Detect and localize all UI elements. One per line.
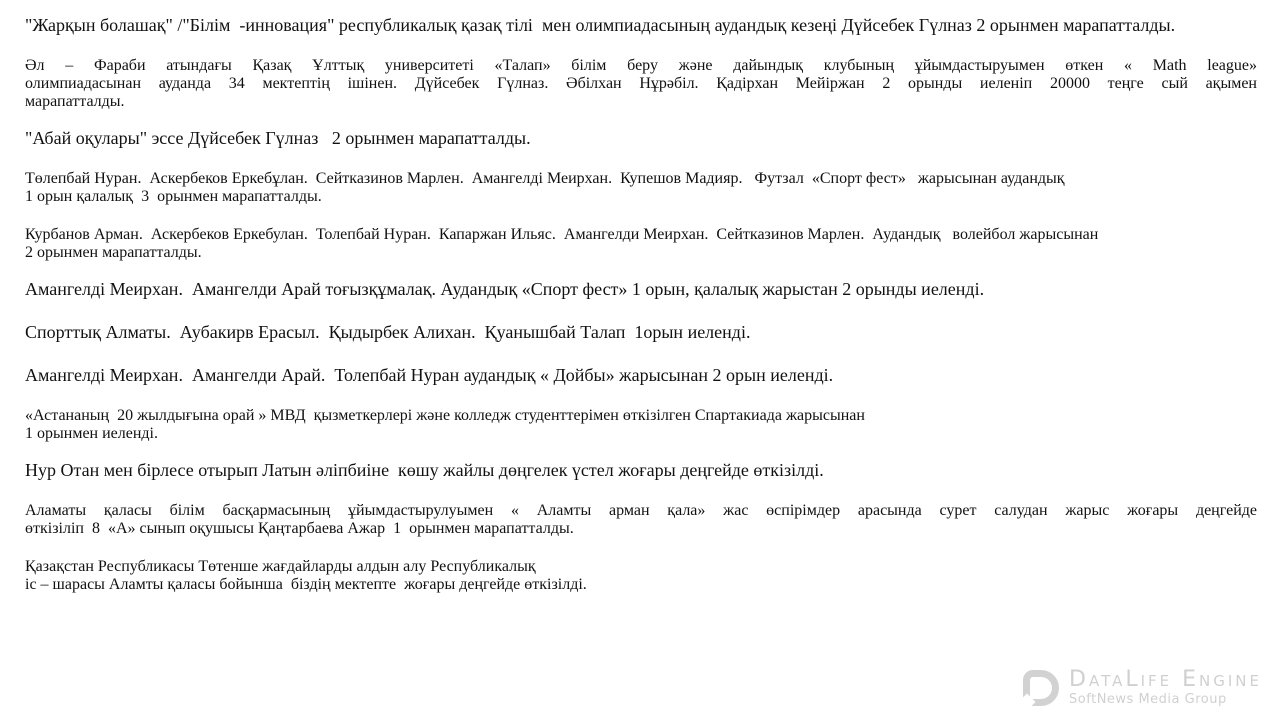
watermark-text (1069, 669, 1262, 706)
paragraph (25, 459, 1257, 482)
text-line: Спорттық Алматы. Аубакирв Ерасыл. Қыдырбек Алихан. Қуанышбай Талап 1орын иеленді. (25, 322, 751, 342)
text-line: 1 орынмен иеленді. (25, 425, 158, 442)
text-line: Қазақстан Республикасы Төтенше жағдайларды алдын алу Республикалық (25, 558, 536, 575)
text-line: Әл – Фараби атындағы Қазақ Ұлттық университеті «Талап» білім беру және дайындық клубының ұйымдастыруымен өткен « Math league» (25, 57, 1257, 74)
paragraph (25, 364, 1257, 387)
text-line: іс – шарасы Аламты қаласы бойынша біздің мектепте жоғары деңгейде өткізілді. (25, 576, 587, 593)
paragraph (25, 278, 1257, 301)
text-line: 1 орын қалалық 3 орынмен марапатталды. (25, 188, 322, 205)
text-line: өткізіліп 8 «А» сынып оқушысы Қаңтарбаева Ажар 1 орынмен марапатталды. (25, 520, 574, 537)
text-line: олимпиадасынан ауданда 34 мектептің ішінен. Дүйсебек Гүлназ. Әбілхан Нұрәбіл. Қадірхан Мейіржан 2 орынды иеленіп 20000 теңге сый ақымен (25, 75, 1257, 92)
datalife-engine-watermark (1023, 669, 1262, 706)
text-line: Курбанов Арман. Аскербеков Еркебулан. Толепбай Нуран. Капаржан Ильяс. Амангелди Меирхан. Сейтказинов Марлен. Аудандық волейбол жарысынан (25, 226, 1099, 243)
watermark-subtitle: SoftNews Media Group (1069, 692, 1227, 707)
text-line: Төлепбай Нуран. Аскербеков Еркебұлан. Сейтказинов Марлен. Амангелді Меирхан. Купешов Мадияр. Футзал «Спорт фест» жарысынан аудандық (25, 170, 1065, 187)
text-line: Амангелді Меирхан. Амангелди Арай. Толепбай Нуран аудандық « Дойбы» жарысынан 2 орын иеленді. (25, 365, 834, 385)
datalife-engine-logo-icon (1023, 670, 1059, 706)
text-line: "Абай оқулары" эссе Дүйсебек Гүлназ 2 орынмен марапатталды. (25, 128, 531, 148)
paragraph (25, 14, 1257, 37)
text-line: Аламаты қаласы білім басқармасының ұйымдастырулуымен « Аламты арман қала» жас өспірімдер арасында сурет салудан жарыс жоғары деңгейде (25, 502, 1257, 519)
paragraph (25, 127, 1257, 150)
watermark-brand: DataLife Engine (1069, 667, 1262, 692)
text-line: Нур Отан мен бірлесе отырып Латын әліпбиіне көшу жайлы дөңгелек үстел жоғары деңгейде өткізілді. (25, 460, 824, 480)
text-line: Амангелді Меирхан. Амангелди Арай тоғызқұмалақ. Аудандық «Спорт фест» 1 орын, қалалық жарыстан 2 орынды иеленді. (25, 279, 985, 299)
document-page (25, 14, 1257, 610)
text-line: 2 орынмен марапатталды. (25, 244, 202, 261)
text-line: «Астананың 20 жылдығына орай » МВД қызметкерлері және колледж студенттерімен өткізілген Спартакиада жарысынан (25, 407, 865, 424)
text-line: марапатталды. (25, 93, 125, 110)
text-line: "Жарқын болашақ" /"Білім -инновация" республикалық қазақ тілі мен олимпиадасының аудандық кезеңі Дүйсебек Гүлназ 2 орынмен марапатталды. (25, 15, 1176, 35)
paragraph (25, 321, 1257, 344)
